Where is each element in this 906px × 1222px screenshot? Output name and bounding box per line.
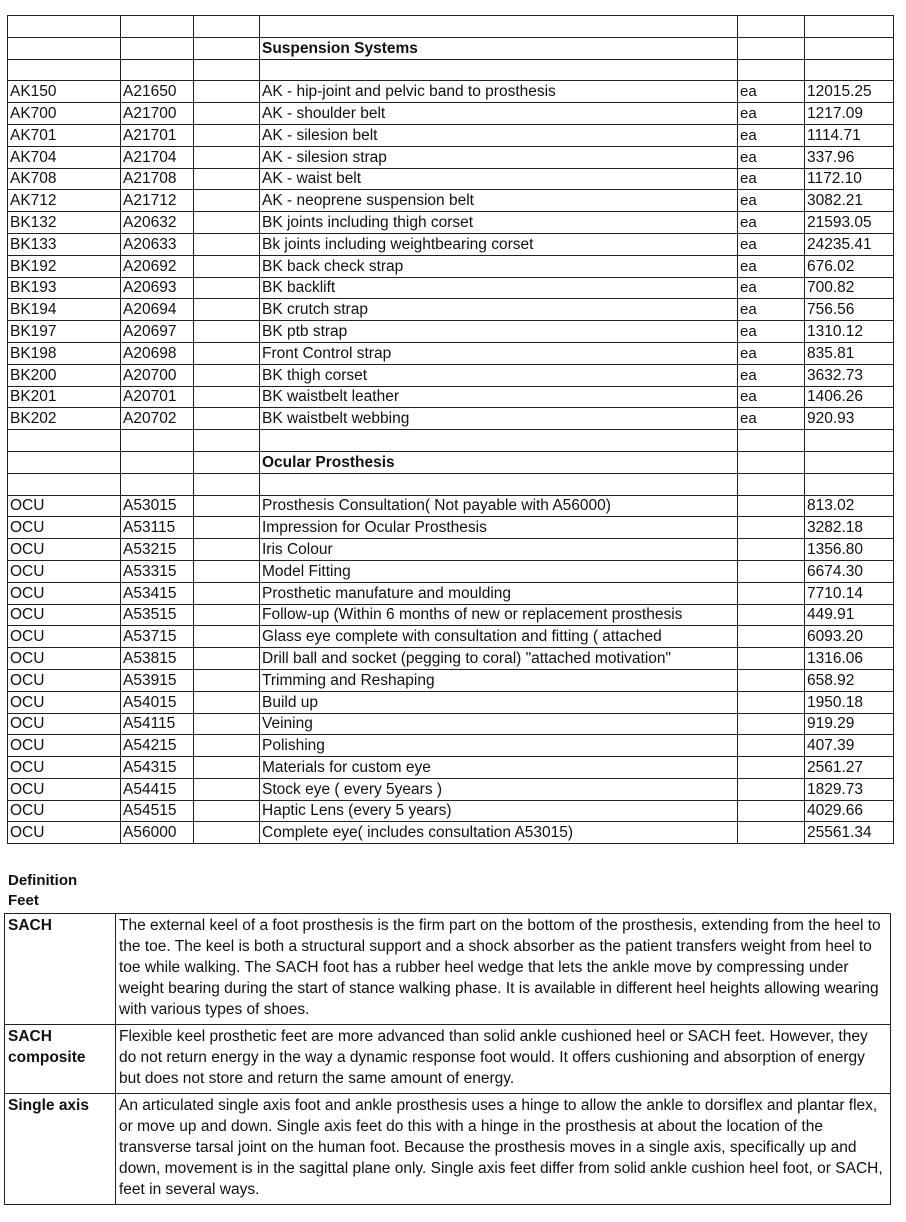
code-cell bbox=[8, 16, 121, 38]
unit-cell bbox=[738, 495, 805, 517]
definition-text: An articulated single axis foot and ankle prosthesis uses a hinge to allow the ankle to dorsiflex and plantar flex, or move up and down. Single axis feet do this with a hinge in the prosthesis at about the location of the transverse tarsal joint on the human foot. Because the prosthesis moves in a single axis, specifically up and down, movement is in the sagittal plane only. Single axis feet differ from solid ankle cushion heel foot, or SACH, feet in several ways. bbox=[116, 1094, 891, 1205]
unit-cell bbox=[738, 778, 805, 800]
code-cell bbox=[8, 473, 121, 495]
section-header-row bbox=[8, 451, 894, 473]
description-cell: Build up bbox=[260, 691, 738, 713]
price-cell: 1316.06 bbox=[805, 648, 894, 670]
price-cell: 337.96 bbox=[805, 146, 894, 168]
nappi-cell: A53415 bbox=[121, 582, 194, 604]
table-row bbox=[8, 212, 894, 234]
code-cell: OCU bbox=[8, 582, 121, 604]
nappi-cell: A53815 bbox=[121, 648, 194, 670]
price-cell bbox=[805, 16, 894, 38]
code-cell: OCU bbox=[8, 778, 121, 800]
description-cell: Polishing bbox=[260, 735, 738, 757]
spacer-cell bbox=[194, 321, 260, 343]
code-cell: AK150 bbox=[8, 81, 121, 103]
code-cell: AK708 bbox=[8, 168, 121, 190]
table-row bbox=[8, 299, 894, 321]
price-cell: 1114.71 bbox=[805, 124, 894, 146]
table-row bbox=[8, 669, 894, 691]
nappi-cell: A20633 bbox=[121, 233, 194, 255]
nappi-cell: A20697 bbox=[121, 321, 194, 343]
unit-cell bbox=[738, 560, 805, 582]
spacer-cell bbox=[194, 277, 260, 299]
price-cell: 1950.18 bbox=[805, 691, 894, 713]
code-cell: BK192 bbox=[8, 255, 121, 277]
price-cell: 756.56 bbox=[805, 299, 894, 321]
table-row bbox=[8, 691, 894, 713]
code-cell: AK701 bbox=[8, 124, 121, 146]
description-cell: Suspension Systems bbox=[260, 37, 738, 59]
code-cell: BK200 bbox=[8, 364, 121, 386]
description-cell: AK - waist belt bbox=[260, 168, 738, 190]
description-cell: Drill ball and socket (pegging to coral) "attached motivation" bbox=[260, 648, 738, 670]
price-cell: 24235.41 bbox=[805, 233, 894, 255]
price-cell: 658.92 bbox=[805, 669, 894, 691]
unit-cell bbox=[738, 451, 805, 473]
nappi-cell bbox=[121, 16, 194, 38]
spacer-cell bbox=[194, 168, 260, 190]
table-row bbox=[8, 560, 894, 582]
unit-cell bbox=[738, 691, 805, 713]
description-cell: Haptic Lens (every 5 years) bbox=[260, 800, 738, 822]
definition-table-body bbox=[5, 914, 891, 1205]
description-cell: Materials for custom eye bbox=[260, 757, 738, 779]
table-row bbox=[8, 168, 894, 190]
spacer-cell bbox=[194, 146, 260, 168]
spacer-cell bbox=[194, 800, 260, 822]
description-cell: BK crutch strap bbox=[260, 299, 738, 321]
table-row bbox=[8, 822, 894, 844]
description-cell: AK - shoulder belt bbox=[260, 103, 738, 125]
spacer-cell bbox=[194, 713, 260, 735]
table-row bbox=[8, 539, 894, 561]
unit-cell: ea bbox=[738, 255, 805, 277]
unit-cell: ea bbox=[738, 299, 805, 321]
code-cell: BK193 bbox=[8, 277, 121, 299]
spacer-cell bbox=[194, 81, 260, 103]
nappi-cell: A20700 bbox=[121, 364, 194, 386]
description-cell: Complete eye( includes consultation A53015) bbox=[260, 822, 738, 844]
spacer-cell bbox=[194, 59, 260, 81]
price-cell: 12015.25 bbox=[805, 81, 894, 103]
price-cell: 6674.30 bbox=[805, 560, 894, 582]
price-cell bbox=[805, 37, 894, 59]
unit-cell bbox=[738, 473, 805, 495]
definition-term: SACH bbox=[5, 914, 116, 1025]
spacer-cell bbox=[194, 451, 260, 473]
nappi-cell: A53215 bbox=[121, 539, 194, 561]
definition-row bbox=[5, 1025, 891, 1094]
price-cell: 4029.66 bbox=[805, 800, 894, 822]
nappi-cell: A53515 bbox=[121, 604, 194, 626]
spacer-cell bbox=[194, 669, 260, 691]
code-cell: OCU bbox=[8, 539, 121, 561]
code-cell: OCU bbox=[8, 800, 121, 822]
table-row bbox=[8, 582, 894, 604]
table-row bbox=[8, 626, 894, 648]
spacer-cell bbox=[194, 582, 260, 604]
unit-cell: ea bbox=[738, 168, 805, 190]
unit-cell: ea bbox=[738, 81, 805, 103]
spacer-cell bbox=[194, 430, 260, 452]
code-cell: OCU bbox=[8, 495, 121, 517]
price-cell: 25561.34 bbox=[805, 822, 894, 844]
code-cell: BK132 bbox=[8, 212, 121, 234]
price-cell: 676.02 bbox=[805, 255, 894, 277]
table-row bbox=[8, 713, 894, 735]
nappi-cell: A53715 bbox=[121, 626, 194, 648]
table-row bbox=[8, 190, 894, 212]
table-row bbox=[8, 757, 894, 779]
definition-row bbox=[5, 1094, 891, 1205]
table-row bbox=[8, 81, 894, 103]
spacer-cell bbox=[194, 408, 260, 430]
code-cell bbox=[8, 451, 121, 473]
spacer-cell bbox=[194, 604, 260, 626]
spacer-cell bbox=[194, 691, 260, 713]
description-cell: BK waistbelt leather bbox=[260, 386, 738, 408]
definition-text: Flexible keel prosthetic feet are more advanced than solid ankle cushioned heel or SACH feet. However, they do not return energy in the way a dynamic response foot would. It offers cushioning and absorption of energy but does not store and return the same amount of energy. bbox=[116, 1025, 891, 1094]
spacer-cell bbox=[194, 495, 260, 517]
price-cell bbox=[805, 59, 894, 81]
code-cell: OCU bbox=[8, 560, 121, 582]
description-cell: BK thigh corset bbox=[260, 364, 738, 386]
code-cell: OCU bbox=[8, 626, 121, 648]
unit-cell bbox=[738, 59, 805, 81]
table-row bbox=[8, 386, 894, 408]
unit-cell bbox=[738, 822, 805, 844]
description-cell: AK - silesion belt bbox=[260, 124, 738, 146]
nappi-cell: A21704 bbox=[121, 146, 194, 168]
code-cell: AK712 bbox=[8, 190, 121, 212]
unit-cell bbox=[738, 713, 805, 735]
description-cell: BK backlift bbox=[260, 277, 738, 299]
nappi-cell: A53115 bbox=[121, 517, 194, 539]
price-cell: 1356.80 bbox=[805, 539, 894, 561]
price-table-body bbox=[8, 16, 894, 844]
table-row bbox=[8, 277, 894, 299]
nappi-cell bbox=[121, 59, 194, 81]
table-row bbox=[8, 408, 894, 430]
nappi-cell: A54515 bbox=[121, 800, 194, 822]
description-cell: AK - neoprene suspension belt bbox=[260, 190, 738, 212]
definition-text: The external keel of a foot prosthesis is the firm part on the bottom of the prosthesis, extending from the heel to the toe. The keel is both a structural support and a shock absorber as the patient transfers weight from heel to toe while walking. The SACH foot has a rubber heel wedge that lets the ankle move by compressing under weight bearing during the start of stance walking phase. It is available in different heel heights allowing wearing with various types of shoes. bbox=[116, 914, 891, 1025]
description-cell: Follow-up (Within 6 months of new or replacement prosthesis bbox=[260, 604, 738, 626]
blank-row bbox=[8, 430, 894, 452]
nappi-cell: A54015 bbox=[121, 691, 194, 713]
definition-heading: Definition bbox=[8, 872, 78, 889]
unit-cell bbox=[738, 37, 805, 59]
code-cell bbox=[8, 37, 121, 59]
nappi-cell: A20701 bbox=[121, 386, 194, 408]
table-row bbox=[8, 735, 894, 757]
spacer-cell bbox=[194, 539, 260, 561]
code-cell: OCU bbox=[8, 757, 121, 779]
blank-row bbox=[8, 473, 894, 495]
table-row bbox=[8, 648, 894, 670]
table-row bbox=[8, 103, 894, 125]
table-row bbox=[8, 495, 894, 517]
nappi-cell: A20632 bbox=[121, 212, 194, 234]
code-cell: OCU bbox=[8, 713, 121, 735]
description-cell bbox=[260, 16, 738, 38]
unit-cell: ea bbox=[738, 190, 805, 212]
price-cell: 919.29 bbox=[805, 713, 894, 735]
spacer-cell bbox=[194, 299, 260, 321]
spacer-cell bbox=[194, 103, 260, 125]
price-table bbox=[7, 15, 894, 844]
nappi-cell bbox=[121, 473, 194, 495]
description-cell: BK back check strap bbox=[260, 255, 738, 277]
description-cell bbox=[260, 430, 738, 452]
nappi-cell: A56000 bbox=[121, 822, 194, 844]
spacer-cell bbox=[194, 822, 260, 844]
code-cell: OCU bbox=[8, 822, 121, 844]
table-row bbox=[8, 778, 894, 800]
spacer-cell bbox=[194, 473, 260, 495]
table-row bbox=[8, 604, 894, 626]
nappi-cell: A21650 bbox=[121, 81, 194, 103]
blank-row bbox=[8, 59, 894, 81]
description-cell: Veining bbox=[260, 713, 738, 735]
code-cell bbox=[8, 430, 121, 452]
spacer-cell bbox=[194, 364, 260, 386]
description-cell: Stock eye ( every 5years ) bbox=[260, 778, 738, 800]
unit-cell bbox=[738, 16, 805, 38]
definition-heading-block bbox=[8, 871, 77, 911]
nappi-cell: A21700 bbox=[121, 103, 194, 125]
nappi-cell: A20694 bbox=[121, 299, 194, 321]
code-cell: AK704 bbox=[8, 146, 121, 168]
price-cell: 2561.27 bbox=[805, 757, 894, 779]
description-cell: Trimming and Reshaping bbox=[260, 669, 738, 691]
spacer-cell bbox=[194, 517, 260, 539]
unit-cell bbox=[738, 735, 805, 757]
spacer-cell bbox=[194, 255, 260, 277]
description-cell: Iris Colour bbox=[260, 539, 738, 561]
unit-cell: ea bbox=[738, 277, 805, 299]
code-cell bbox=[8, 59, 121, 81]
code-cell: OCU bbox=[8, 691, 121, 713]
spacer-cell bbox=[194, 16, 260, 38]
spacer-cell bbox=[194, 757, 260, 779]
definition-term: SACH composite bbox=[5, 1025, 116, 1094]
unit-cell: ea bbox=[738, 103, 805, 125]
table-row bbox=[8, 124, 894, 146]
unit-cell: ea bbox=[738, 364, 805, 386]
spacer-cell bbox=[194, 342, 260, 364]
nappi-cell: A54115 bbox=[121, 713, 194, 735]
code-cell: OCU bbox=[8, 648, 121, 670]
nappi-cell: A53015 bbox=[121, 495, 194, 517]
unit-cell bbox=[738, 648, 805, 670]
table-row bbox=[8, 342, 894, 364]
spacer-cell bbox=[194, 233, 260, 255]
nappi-cell bbox=[121, 37, 194, 59]
description-cell: Bk joints including weightbearing corset bbox=[260, 233, 738, 255]
price-cell bbox=[805, 451, 894, 473]
description-cell: Ocular Prosthesis bbox=[260, 451, 738, 473]
price-cell: 449.91 bbox=[805, 604, 894, 626]
price-cell: 407.39 bbox=[805, 735, 894, 757]
table-row bbox=[8, 364, 894, 386]
description-cell: Front Control strap bbox=[260, 342, 738, 364]
unit-cell: ea bbox=[738, 321, 805, 343]
description-cell: BK joints including thigh corset bbox=[260, 212, 738, 234]
unit-cell bbox=[738, 539, 805, 561]
description-cell: BK ptb strap bbox=[260, 321, 738, 343]
code-cell: OCU bbox=[8, 604, 121, 626]
spacer-cell bbox=[194, 778, 260, 800]
unit-cell bbox=[738, 669, 805, 691]
price-cell: 700.82 bbox=[805, 277, 894, 299]
definition-term: Single axis bbox=[5, 1094, 116, 1205]
nappi-cell: A20693 bbox=[121, 277, 194, 299]
unit-cell: ea bbox=[738, 233, 805, 255]
definition-table bbox=[4, 913, 891, 1205]
nappi-cell: A53315 bbox=[121, 560, 194, 582]
price-cell: 1217.09 bbox=[805, 103, 894, 125]
nappi-cell: A21701 bbox=[121, 124, 194, 146]
unit-cell: ea bbox=[738, 342, 805, 364]
nappi-cell: A20698 bbox=[121, 342, 194, 364]
nappi-cell: A20702 bbox=[121, 408, 194, 430]
description-cell bbox=[260, 473, 738, 495]
price-cell: 7710.14 bbox=[805, 582, 894, 604]
description-cell: BK waistbelt webbing bbox=[260, 408, 738, 430]
description-cell: AK - hip-joint and pelvic band to prosthesis bbox=[260, 81, 738, 103]
price-cell: 1172.10 bbox=[805, 168, 894, 190]
price-cell: 6093.20 bbox=[805, 626, 894, 648]
nappi-cell bbox=[121, 430, 194, 452]
description-cell: Model Fitting bbox=[260, 560, 738, 582]
spacer-cell bbox=[194, 124, 260, 146]
price-cell bbox=[805, 430, 894, 452]
description-cell: Glass eye complete with consultation and fitting ( attached bbox=[260, 626, 738, 648]
spacer-cell bbox=[194, 386, 260, 408]
spacer-cell bbox=[194, 648, 260, 670]
unit-cell bbox=[738, 430, 805, 452]
blank-row bbox=[8, 16, 894, 38]
table-row bbox=[8, 517, 894, 539]
table-row bbox=[8, 233, 894, 255]
code-cell: OCU bbox=[8, 735, 121, 757]
unit-cell: ea bbox=[738, 146, 805, 168]
code-cell: BK198 bbox=[8, 342, 121, 364]
spacer-cell bbox=[194, 560, 260, 582]
nappi-cell: A21712 bbox=[121, 190, 194, 212]
unit-cell: ea bbox=[738, 386, 805, 408]
spacer-cell bbox=[194, 37, 260, 59]
code-cell: BK133 bbox=[8, 233, 121, 255]
description-cell: Prosthetic manufature and moulding bbox=[260, 582, 738, 604]
price-cell: 813.02 bbox=[805, 495, 894, 517]
nappi-cell: A54215 bbox=[121, 735, 194, 757]
section-header-row bbox=[8, 37, 894, 59]
price-cell: 835.81 bbox=[805, 342, 894, 364]
nappi-cell: A20692 bbox=[121, 255, 194, 277]
description-cell bbox=[260, 59, 738, 81]
code-cell: BK197 bbox=[8, 321, 121, 343]
price-cell: 3632.73 bbox=[805, 364, 894, 386]
description-cell: AK - silesion strap bbox=[260, 146, 738, 168]
description-cell: Impression for Ocular Prosthesis bbox=[260, 517, 738, 539]
code-cell: AK700 bbox=[8, 103, 121, 125]
price-cell: 3082.21 bbox=[805, 190, 894, 212]
definition-subheading: Feet bbox=[8, 892, 39, 909]
table-row bbox=[8, 255, 894, 277]
table-row bbox=[8, 321, 894, 343]
spacer-cell bbox=[194, 212, 260, 234]
unit-cell bbox=[738, 757, 805, 779]
unit-cell bbox=[738, 604, 805, 626]
code-cell: OCU bbox=[8, 669, 121, 691]
unit-cell bbox=[738, 800, 805, 822]
price-cell: 1829.73 bbox=[805, 778, 894, 800]
price-cell: 1406.26 bbox=[805, 386, 894, 408]
spacer-cell bbox=[194, 190, 260, 212]
nappi-cell: A53915 bbox=[121, 669, 194, 691]
code-cell: BK201 bbox=[8, 386, 121, 408]
nappi-cell: A54415 bbox=[121, 778, 194, 800]
unit-cell bbox=[738, 582, 805, 604]
code-cell: OCU bbox=[8, 517, 121, 539]
spacer-cell bbox=[194, 626, 260, 648]
price-cell bbox=[805, 473, 894, 495]
unit-cell: ea bbox=[738, 124, 805, 146]
nappi-cell: A21708 bbox=[121, 168, 194, 190]
table-row bbox=[8, 800, 894, 822]
unit-cell: ea bbox=[738, 212, 805, 234]
unit-cell bbox=[738, 517, 805, 539]
price-cell: 21593.05 bbox=[805, 212, 894, 234]
table-row bbox=[8, 146, 894, 168]
definition-row bbox=[5, 914, 891, 1025]
price-cell: 3282.18 bbox=[805, 517, 894, 539]
unit-cell: ea bbox=[738, 408, 805, 430]
description-cell: Prosthesis Consultation( Not payable with A56000) bbox=[260, 495, 738, 517]
nappi-cell bbox=[121, 451, 194, 473]
unit-cell bbox=[738, 626, 805, 648]
price-cell: 1310.12 bbox=[805, 321, 894, 343]
spacer-cell bbox=[194, 735, 260, 757]
code-cell: BK202 bbox=[8, 408, 121, 430]
nappi-cell: A54315 bbox=[121, 757, 194, 779]
code-cell: BK194 bbox=[8, 299, 121, 321]
price-cell: 920.93 bbox=[805, 408, 894, 430]
